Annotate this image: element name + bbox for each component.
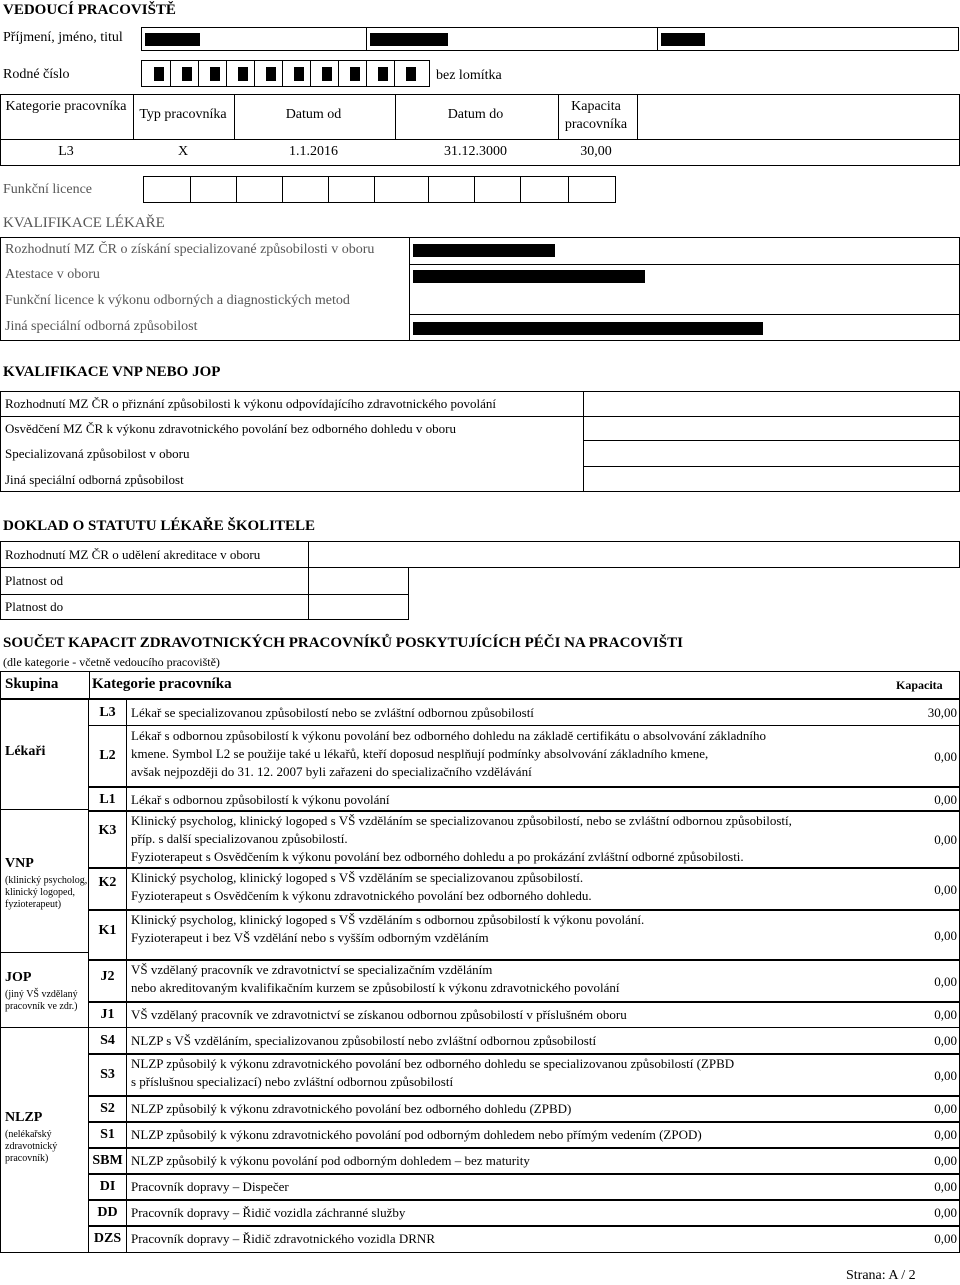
summary-row-text: Klinický psycholog, klinický logoped s VŠ vzděláním s odbornou způsobilostí k výkonu povolání. bbox=[131, 912, 645, 927]
summary-row bbox=[88, 810, 960, 869]
summary-row-code: K3 bbox=[98, 823, 117, 838]
staff-cell-type[interactable]: X bbox=[177, 144, 189, 159]
redaction-block bbox=[294, 67, 304, 81]
redaction-block bbox=[413, 270, 645, 283]
summary-row bbox=[88, 1225, 960, 1253]
summary-row-text: Klinický psycholog, klinický logoped s VŠ vzděláním se specializovanou způsobilostí, nebo se zvláštní odbornou způsobilostí, bbox=[131, 813, 792, 828]
summary-row-code: J1 bbox=[100, 1007, 115, 1022]
summary-row bbox=[88, 959, 960, 1003]
summary-row-capacity[interactable]: 0,00 bbox=[934, 882, 957, 897]
summary-row bbox=[88, 909, 960, 961]
summary-header-capacity: Kapacita bbox=[896, 678, 943, 692]
surname-field[interactable] bbox=[141, 27, 367, 51]
group-note-nlzp: (nelékařský zdravotnický pracovník) bbox=[5, 1129, 58, 1164]
summary-row-capacity[interactable]: 0,00 bbox=[934, 792, 957, 807]
kval-lekare-row: Jiná speciální odborná způsobilost bbox=[5, 319, 198, 334]
summary-row-text: NLZP způsobilý k výkonu zdravotnického povolání pod odborným dohledem nebo přímým vedením (ZPOD) bbox=[131, 1127, 702, 1142]
summary-row bbox=[88, 699, 960, 726]
staff-header-category: Kategorie pracovníka bbox=[5, 99, 127, 114]
kval-lekare-row: Funkční licence k výkonu odborných a diagnostických metod bbox=[5, 293, 350, 308]
summary-row-text: avšak nejpozději do 31. 12. 2007 byli zařazeni do specializačního vzdělávání bbox=[131, 764, 532, 779]
section-title-vedouci: VEDOUCÍ PRACOVIŠTĚ bbox=[3, 2, 176, 18]
summary-row-text: NLZP s VŠ vzděláním, specializovanou způsobilostí nebo zvláštní odbornou způsobilostí bbox=[131, 1033, 597, 1048]
summary-row-code: S1 bbox=[100, 1127, 115, 1142]
summary-row-text: Klinický psycholog, klinický logoped s VŠ vzděláním se specializovanou způsobilostí. bbox=[131, 870, 584, 885]
redaction-block bbox=[413, 322, 763, 335]
section-title-kval-vnp: KVALIFIKACE VNP NEBO JOP bbox=[3, 364, 221, 380]
kval-vnp-row: Rozhodnutí MZ ČR o přiznání způsobilosti k výkonu odpovídajícího zdravotnického povolání bbox=[5, 396, 497, 411]
staff-cell-from[interactable]: 1.1.2016 bbox=[289, 144, 338, 159]
summary-row-text: VŠ vzdělaný pracovník ve zdravotnictví se specializačním vzděláním bbox=[131, 962, 493, 977]
birth-number-label: Rodné číslo bbox=[3, 67, 70, 82]
redaction-block bbox=[210, 67, 220, 81]
summary-row bbox=[88, 1121, 960, 1149]
summary-row bbox=[88, 786, 960, 812]
func-license-field[interactable] bbox=[143, 176, 616, 203]
summary-row-capacity[interactable]: 0,00 bbox=[934, 1179, 957, 1194]
group-note-vnp: (klinický psycholog, klinický logoped, fyzioterapeut) bbox=[5, 875, 88, 910]
summary-row-text: příp. s další specializovanou způsobilostí. bbox=[131, 831, 348, 846]
summary-subtitle: (dle kategorie - včetně vedoucího pracoviště) bbox=[3, 655, 220, 669]
redaction-block bbox=[661, 33, 705, 46]
summary-row-code: DI bbox=[99, 1179, 116, 1194]
skolitel-row: Platnost od bbox=[5, 573, 64, 588]
group-name-vnp: VNP bbox=[5, 856, 34, 871]
summary-row-text: NLZP způsobilý k výkonu zdravotnického povolání bez odborného dohledu se specializovanou způsobilostí (ZPBD bbox=[131, 1056, 735, 1071]
staff-header-from: Datum od bbox=[285, 107, 342, 122]
summary-row-code: K1 bbox=[98, 923, 117, 938]
summary-row-text: Pracovník dopravy – Řidič zdravotnického vozidla DRNR bbox=[131, 1231, 435, 1246]
func-license-label: Funkční licence bbox=[3, 182, 93, 197]
summary-row-capacity[interactable]: 0,00 bbox=[934, 1007, 957, 1022]
group-note-jop: (jiný VŠ vzdělaný pracovník ve zdr.) bbox=[5, 989, 78, 1012]
section-title-summary: SOUČET KAPACIT ZDRAVOTNICKÝCH PRACOVNÍKŮ POSKYTUJÍCÍCH PÉČI NA PRACOVIŠTI bbox=[3, 635, 683, 651]
staff-cell-category[interactable]: L3 bbox=[58, 144, 74, 159]
summary-row-capacity[interactable]: 0,00 bbox=[934, 1231, 957, 1246]
summary-row-text: Lékař se specializovanou způsobilostí nebo se zvláštní odbornou způsobilostí bbox=[131, 705, 534, 720]
summary-row-text: nebo akreditovaným kvalifikačním kurzem se způsobilostí k výkonu zdravotnického povolání bbox=[131, 980, 620, 995]
group-name-lekari: Lékaři bbox=[5, 744, 46, 759]
summary-row-code: L1 bbox=[99, 792, 116, 807]
section-title-kval-lekare: KVALIFIKACE LÉKAŘE bbox=[3, 215, 165, 231]
summary-row-text: Lékař s odbornou způsobilostí k výkonu povolání bbox=[131, 792, 390, 807]
summary-row bbox=[88, 1001, 960, 1028]
group-name-jop: JOP bbox=[5, 970, 32, 985]
title-field[interactable] bbox=[657, 27, 959, 51]
summary-row-code: K2 bbox=[98, 875, 117, 890]
summary-row-text: VŠ vzdělaný pracovník ve zdravotnictví se získanou odbornou způsobilostí v příslušném oboru bbox=[131, 1007, 627, 1022]
summary-row-code: S3 bbox=[100, 1067, 115, 1082]
redaction-block bbox=[145, 33, 200, 46]
summary-row-text: Pracovník dopravy – Dispečer bbox=[131, 1179, 289, 1194]
kval-lekare-row: Atestace v oboru bbox=[5, 267, 100, 282]
staff-header-to: Datum do bbox=[447, 107, 504, 122]
summary-header-category: Kategorie pracovníka bbox=[92, 676, 232, 692]
summary-row-capacity[interactable]: 0,00 bbox=[934, 1068, 957, 1083]
redaction-block bbox=[413, 244, 555, 257]
staff-header-type: Typ pracovníka bbox=[139, 107, 227, 122]
kval-vnp-row: Jiná speciální odborná způsobilost bbox=[5, 472, 184, 487]
birth-number-note: bez lomítka bbox=[436, 68, 502, 83]
summary-row bbox=[88, 1173, 960, 1201]
summary-row-text: s příslušnou specializací) nebo zvláštní odbornou způsobilostí bbox=[131, 1074, 454, 1089]
redaction-block bbox=[154, 67, 164, 81]
birth-number-field[interactable] bbox=[141, 60, 430, 87]
page-number: Strana: A / 2 bbox=[846, 1268, 916, 1283]
skolitel-row: Platnost do bbox=[5, 599, 64, 614]
summary-row-code: S4 bbox=[100, 1033, 115, 1048]
summary-row-capacity[interactable]: 0,00 bbox=[934, 1205, 957, 1220]
summary-row-text: NLZP způsobilý k výkonu zdravotnického povolání bez odborného dohledu (ZPBD) bbox=[131, 1101, 572, 1116]
summary-row-text: Fyzioterapeut s Osvědčením k výkonu povolání bez odborného dohledu a po prokázání zvláštní odborné způsobilosti. bbox=[131, 849, 744, 864]
summary-row-capacity[interactable]: 0,00 bbox=[934, 1127, 957, 1142]
summary-row-code: S2 bbox=[100, 1101, 115, 1116]
summary-row bbox=[88, 867, 960, 911]
redaction-block bbox=[350, 67, 360, 81]
summary-row-code: J2 bbox=[100, 969, 115, 984]
summary-row bbox=[88, 1095, 960, 1123]
summary-row-code: SBM bbox=[92, 1153, 123, 1168]
summary-row-capacity[interactable]: 0,00 bbox=[934, 974, 957, 989]
summary-row-capacity[interactable]: 0,00 bbox=[934, 928, 957, 943]
summary-row-capacity[interactable]: 0,00 bbox=[934, 1101, 957, 1116]
kval-vnp-row: Specializovaná způsobilost v oboru bbox=[5, 446, 190, 461]
name-label: Příjmení, jméno, titul bbox=[3, 30, 123, 45]
summary-row bbox=[88, 1027, 960, 1055]
summary-row bbox=[88, 1147, 960, 1175]
summary-row-text: kmene. Symbol L2 se použije také u lékařů, kteří doposud nesplňují podmínky absolvování základního kmene, bbox=[131, 746, 709, 761]
summary-row bbox=[88, 1199, 960, 1227]
firstname-field[interactable] bbox=[366, 27, 658, 51]
summary-row-capacity[interactable]: 30,00 bbox=[927, 705, 957, 720]
summary-row-code: L3 bbox=[99, 705, 116, 720]
summary-row-capacity[interactable]: 0,00 bbox=[934, 749, 957, 764]
summary-row-text: NLZP způsobilý k výkonu povolání pod odborným dohledem – bez maturity bbox=[131, 1153, 530, 1168]
summary-row bbox=[88, 725, 960, 788]
staff-cell-capacity[interactable]: 30,00 bbox=[580, 144, 612, 159]
kval-lekare-row: Rozhodnutí MZ ČR o získání specializované způsobilosti v oboru bbox=[5, 242, 375, 257]
summary-header-group: Skupina bbox=[5, 676, 59, 692]
summary-row-text: Fyzioterapeut s Osvědčením k výkonu zdravotnického povolání bez odborného dohledu. bbox=[131, 888, 592, 903]
summary-row-capacity[interactable]: 0,00 bbox=[934, 1033, 957, 1048]
staff-cell-to[interactable]: 31.12.3000 bbox=[444, 144, 507, 159]
redaction-block bbox=[370, 33, 448, 46]
redaction-block bbox=[322, 67, 332, 81]
summary-row-capacity[interactable]: 0,00 bbox=[934, 832, 957, 847]
redaction-block bbox=[266, 67, 276, 81]
staff-header-capacity: Kapacita pracovníka bbox=[564, 99, 628, 132]
summary-row-code: DZS bbox=[93, 1231, 122, 1246]
summary-row-text: Pracovník dopravy – Řidič vozidla záchranné služby bbox=[131, 1205, 406, 1220]
summary-row-capacity[interactable]: 0,00 bbox=[934, 1153, 957, 1168]
redaction-block bbox=[406, 67, 416, 81]
group-name-nlzp: NLZP bbox=[5, 1110, 43, 1125]
summary-row-text: Fyzioterapeut i bez VŠ vzdělání nebo s vyšším odborným vzděláním bbox=[131, 930, 489, 945]
summary-row-text: Lékař s odbornou způsobilostí k výkonu povolání bez odborného dohledu na základě certifikátu o absolvování základního bbox=[131, 728, 767, 743]
summary-row bbox=[88, 1053, 960, 1097]
summary-row-code: L2 bbox=[99, 748, 116, 763]
redaction-block bbox=[182, 67, 192, 81]
skolitel-row: Rozhodnutí MZ ČR o udělení akreditace v oboru bbox=[5, 547, 261, 562]
section-title-skolitel: DOKLAD O STATUTU LÉKAŘE ŠKOLITELE bbox=[3, 518, 316, 534]
redaction-block bbox=[378, 67, 388, 81]
summary-row-code: DD bbox=[97, 1205, 118, 1220]
redaction-block bbox=[238, 67, 248, 81]
kval-vnp-row: Osvědčení MZ ČR k výkonu zdravotnického povolání bez odborného dohledu v oboru bbox=[5, 421, 456, 436]
